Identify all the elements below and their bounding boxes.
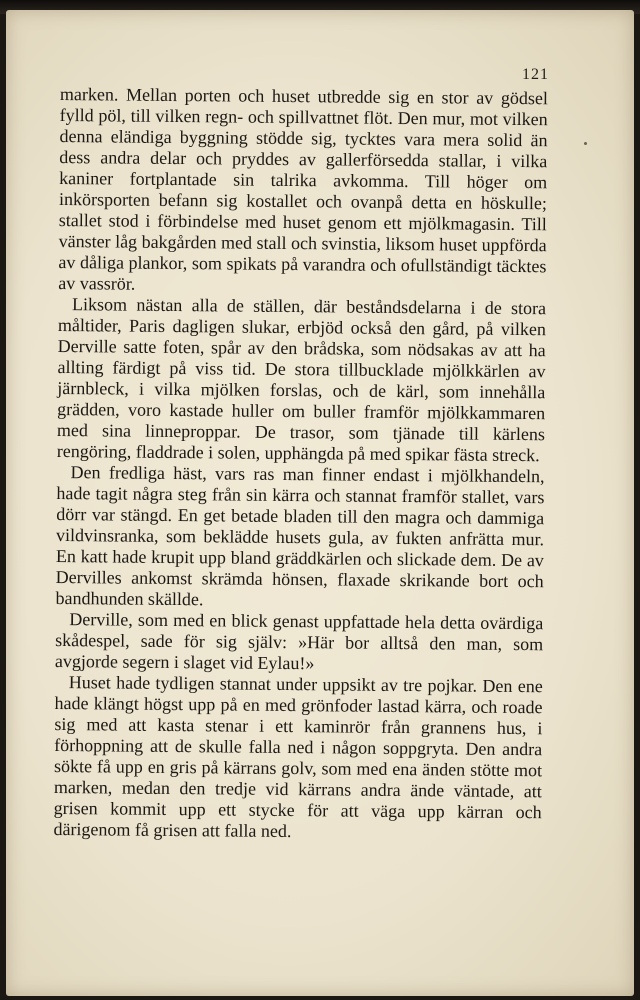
paragraph-3: Den fredliga häst, vars ras man finner endast i mjölkhandeln, hade tagit några steg från sin kärra och stannat framför stallet, vars dörr var stängd. En get betade bladen till den magra och dammiga vildvinsranka, som beklädde husets gula, av fukten anfrätta mur. En katt hade krupit upp bland gräddkärlen och slickade dem. De av Dervilles ankomst skrämda hönsen, flaxade skrikande bort och bandhunden skällde. [55, 462, 545, 610]
page-number: 121 [522, 66, 549, 83]
paragraph-5: Huset hade tydligen stannat under uppsikt av tre pojkar. Den ene hade klängt högst upp på en med grönfoder lastad kärra, och roade sig med att kasta stenar i ett kaminrör från grannens hus, i förhoppning att de skulle falla ned i någon soppgryta. Den andra sökte få upp en gris på kärrans golv, som med ena änden stötte mot marken, medan den tredje vid kärrans andra ände väntade, att grisen kommit upp ett stycke för att väga upp kärran och därigenom få grisen att falla ned. [53, 672, 543, 842]
paragraph-4: Derville, som med en blick genast uppfattade hela detta ovärdiga skådespel, sade för sig själv: »Här bor alltså den man, som avgjorde segern i slaget vid Eylau!» [54, 609, 544, 674]
paragraph-1: marken. Mellan porten och huset utbredde sig en stor av gödsel fylld pöl, till vilken regn- och spillvattnet flöt. Den mur, mot vilken denna eländiga byggning stödde sig, tycktes vara mera solid än dess andra delar och pryddes av gallerförsedda stallar, i vilka kaniner fortplantade sin talrika avkomma. Till höger om inkörsporten befann sig kostallet och ovanpå detta en höskulle; stallet stod i förbindelse med huset genom ett mjölkmagasin. Till vänster låg bakgården med stall och svinstia, liksom huset uppförda av dåliga plankor, som spikats på varandra och ofullständigt täcktes av vassrör. [58, 84, 548, 294]
paragraph-2: Liksom nästan alla de ställen, där beståndsdelarna i de stora måltider, Paris dagligen slukar, erbjöd också den gård, på vilken Derville satte foten, spår av den brådska, som nödsakas av att ha allting färdigt på viss tid. De stora tillbucklade mjölkkärlen av järnbleck, i vilka mjölken forslas, och de kärl, som innehålla grädden, voro kastade huller om buller framför mjölkkammaren med sina linneproppar. De trasor, som tjänade till kärlens rengöring, fladdrade i solen, upphängda på med spikar fästa streck. [56, 294, 547, 466]
body-text [53, 84, 548, 844]
paper-speck [584, 142, 587, 145]
book-page [6, 10, 634, 996]
